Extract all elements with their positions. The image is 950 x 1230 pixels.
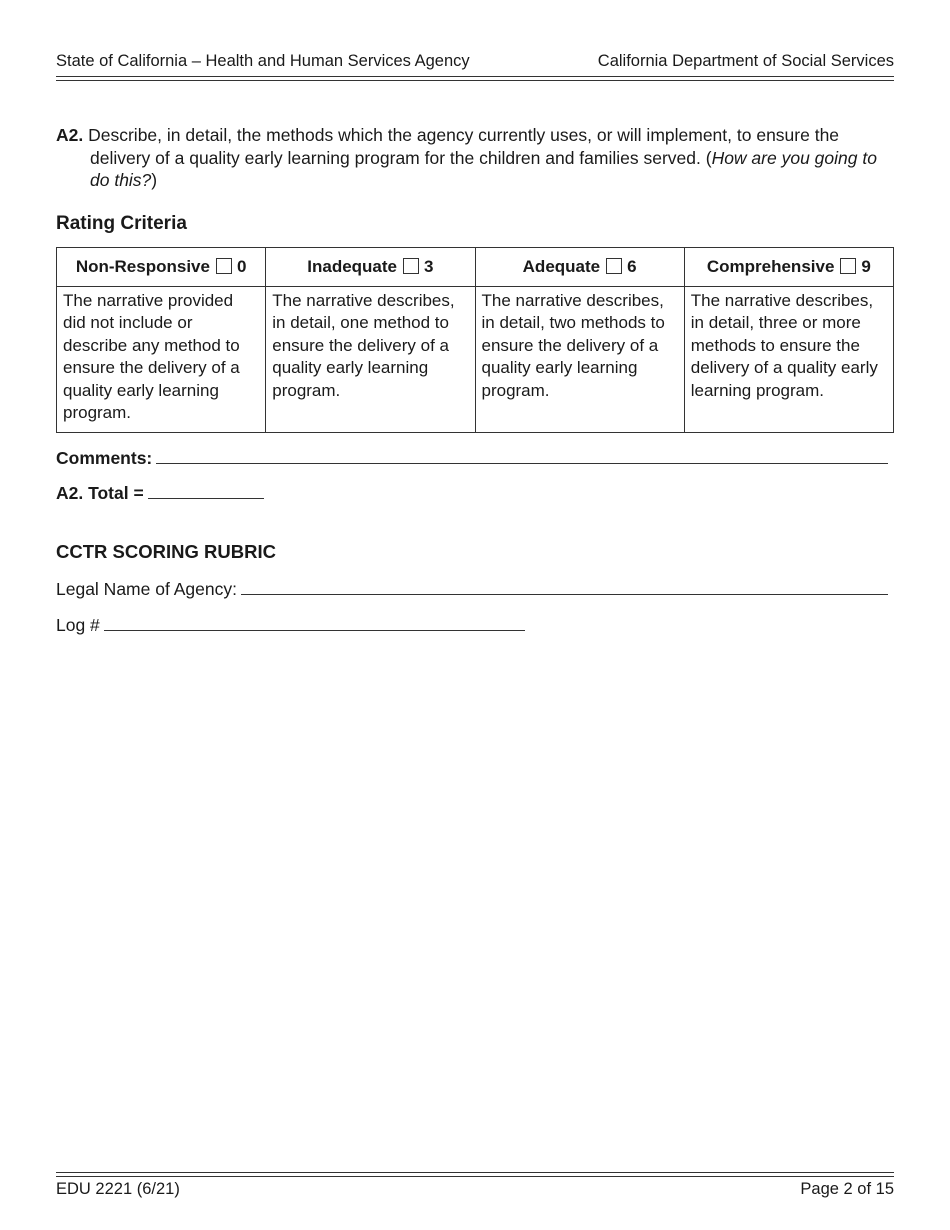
header-rule-top bbox=[56, 76, 894, 77]
rating-criteria-title: Rating Criteria bbox=[56, 213, 187, 234]
footer-rule-top bbox=[56, 1172, 894, 1173]
rating-header-non-responsive: Non-Responsive 0 bbox=[57, 248, 266, 287]
rating-desc-inadequate: The narrative describes, in detail, one method to ensure the delivery of a quality early learning program. bbox=[266, 287, 475, 433]
rating-desc-non-responsive: The narrative provided did not include or describe any method to ensure the delivery of a quality early learning program. bbox=[57, 287, 266, 433]
log-number-label: Log # bbox=[56, 615, 100, 635]
agency-name-label: Legal Name of Agency: bbox=[56, 579, 237, 599]
comments-line[interactable] bbox=[156, 447, 888, 464]
footer-rule-bottom bbox=[56, 1176, 894, 1177]
rating-desc-adequate: The narrative describes, in detail, two methods to ensure the delivery of a quality early learning program. bbox=[475, 287, 684, 433]
total-line[interactable] bbox=[148, 482, 264, 499]
total-label: A2. Total = bbox=[56, 483, 144, 503]
agency-name-line[interactable] bbox=[241, 578, 888, 595]
rating-header-inadequate: Inadequate 3 bbox=[266, 248, 475, 287]
checkbox-comprehensive[interactable] bbox=[840, 258, 856, 274]
page-footer bbox=[56, 1180, 894, 1199]
comments-field bbox=[56, 447, 888, 469]
question-close: ) bbox=[151, 170, 158, 190]
rating-table bbox=[56, 247, 894, 433]
rating-header-row bbox=[57, 248, 894, 287]
footer-page-number: Page 2 of 15 bbox=[800, 1180, 894, 1198]
header-department: California Department of Social Services bbox=[597, 52, 894, 70]
rating-description-row bbox=[57, 287, 894, 433]
agency-name-field bbox=[56, 578, 888, 600]
rating-desc-comprehensive: The narrative describes, in detail, three or more methods to ensure the delivery of a quality early learning program. bbox=[684, 287, 893, 433]
total-field bbox=[56, 482, 264, 504]
question-a2 bbox=[56, 124, 894, 192]
log-number-field bbox=[56, 614, 525, 636]
log-number-line[interactable] bbox=[104, 614, 525, 631]
comments-label: Comments: bbox=[56, 448, 153, 468]
rating-header-adequate: Adequate 6 bbox=[475, 248, 684, 287]
rating-header-comprehensive: Comprehensive 9 bbox=[684, 248, 893, 287]
header-rule-bottom bbox=[56, 80, 894, 81]
rubric-title: CCTR SCORING RUBRIC bbox=[56, 541, 276, 562]
checkbox-inadequate[interactable] bbox=[403, 258, 419, 274]
page-header bbox=[56, 52, 894, 71]
question-text: Describe, in detail, the methods which the agency currently uses, or will implement, to ensure the delivery of a quality early learning program for the children and families served. ( bbox=[88, 125, 840, 168]
question-number: A2. bbox=[56, 125, 84, 145]
question-italic: How are you going to do this? bbox=[90, 147, 877, 190]
checkbox-non-responsive[interactable] bbox=[216, 258, 232, 274]
header-agency: State of California – Health and Human Services Agency bbox=[56, 52, 470, 70]
footer-form-number: EDU 2221 (6/21) bbox=[56, 1180, 180, 1198]
checkbox-adequate[interactable] bbox=[606, 258, 622, 274]
